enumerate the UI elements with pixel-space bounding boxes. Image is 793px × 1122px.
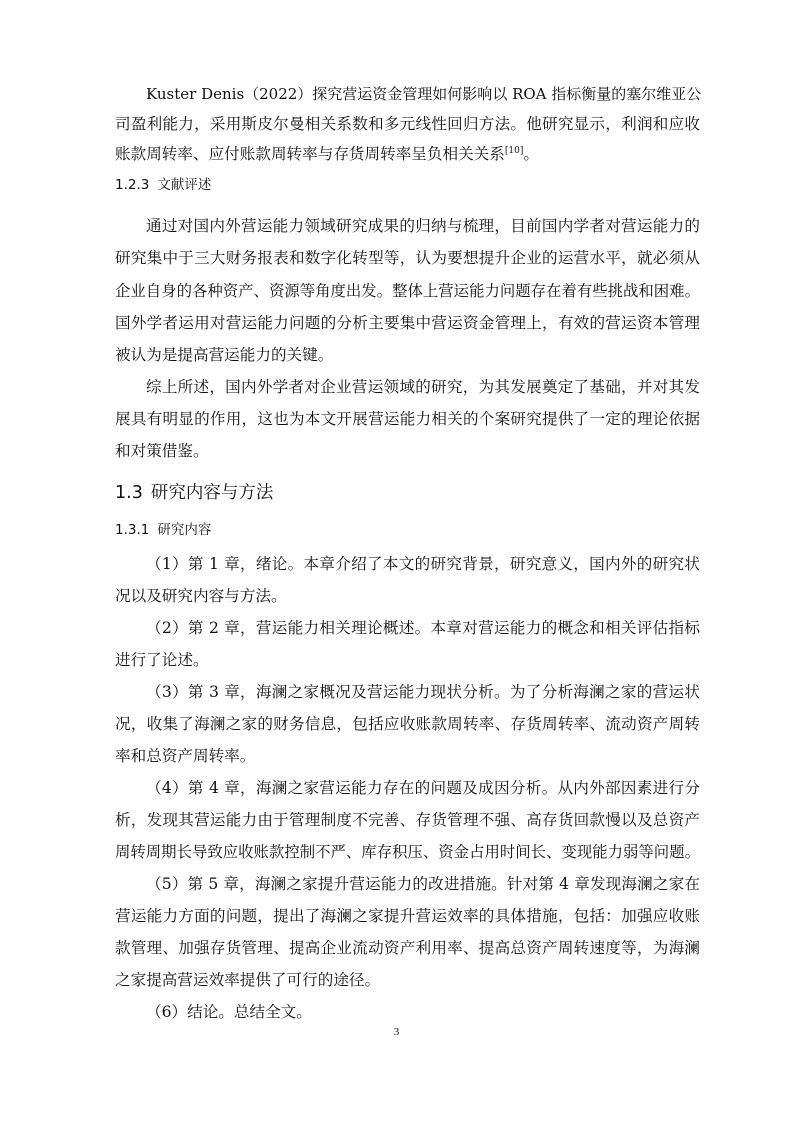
section-heading-1-3-1 (115, 518, 211, 542)
paragraph-review-line-3: 企业自身的各种资产、资源等角度出发。整体上营运能力问题存在着有些挑战和困难。 (115, 282, 700, 300)
section-number: 1.3.1 (115, 522, 150, 538)
section-title: 文献评述 (157, 177, 212, 193)
paragraph-summary-line-3: 和对策借鉴。 (115, 442, 209, 460)
paragraph-review-line-4: 国外学者运用对营运能力问题的分析主要集中营运资金管理上，有效的营运资本管理 (115, 314, 700, 332)
section-title: 研究内容 (157, 522, 212, 538)
list-item-1-line-2: 况以及研究内容与方法。 (115, 587, 287, 605)
citation-ref: [10] (504, 146, 524, 156)
list-item-2-line-2: 进行了论述。 (115, 651, 209, 669)
list-item-3-line-1: （3）第 3 章，海澜之家概况及营运能力现状分析。为了分析海澜之家的营运状 (146, 683, 700, 701)
paragraph-kuster-line-2: 司盈利能力，采用斯皮尔曼相关系数和多元线性回归方法。他研究显示，利润和应收 (115, 115, 700, 133)
section-heading-1-2-3 (115, 173, 211, 197)
section-heading-1-3 (115, 478, 273, 508)
paragraph-review-line-5: 被认为是提高营运能力的关键。 (115, 346, 334, 364)
paragraph-review-line-1: 通过对国内外营运能力领域研究成果的归纳与梳理，目前国内学者对营运能力的 (146, 217, 700, 235)
list-item-6-line-1: （6）结论。总结全文。 (146, 1003, 312, 1021)
list-item-2-line-1: （2）第 2 章，营运能力相关理论概述。本章对营运能力的概念和相关评估指标 (146, 619, 700, 637)
list-item-5-line-1: （5）第 5 章，海澜之家提升营运能力的改进措施。针对第 4 章发现海澜之家在 (146, 875, 700, 893)
list-item-3-line-3: 率和总资产周转率。 (115, 747, 256, 765)
paragraph-summary-line-2: 展具有明显的作用，这也为本文开展营运能力相关的个案研究提供了一定的理论依据 (115, 410, 700, 428)
paragraph-summary-line-1: 综上所述，国内外学者对企业营运领域的研究，为其发展奠定了基础，并对其发 (146, 378, 700, 396)
page-number: 3 (393, 1026, 400, 1038)
list-item-5-line-2: 营运能力方面的问题，提出了海澜之家提升营运效率的具体措施，包括：加强应收账 (115, 907, 700, 925)
paragraph-review-line-2: 研究集中于三大财务报表和数字化转型等，认为要想提升企业的运营水平，就必须从 (115, 249, 700, 267)
list-item-3-line-2: 况，收集了海澜之家的财务信息，包括应收账款周转率、存货周转率、流动资产周转 (115, 715, 700, 733)
list-item-5-line-4: 之家提高营运效率提供了可行的途径。 (115, 971, 381, 989)
paragraph-kuster-line-3-end: 。 (523, 145, 539, 163)
section-number: 1.3 (115, 483, 143, 503)
paragraph-kuster-line-3-text: 账款周转率、应付账款周转率与存货周转率呈负相关关系 (115, 145, 505, 163)
list-item-1-line-1: （1）第 1 章，绪论。本章介绍了本文的研究背景，研究意义，国内外的研究状 (146, 555, 700, 573)
section-number: 1.2.3 (115, 177, 150, 193)
list-item-4-line-1: （4）第 4 章，海澜之家营运能力存在的问题及成因分析。从内外部因素进行分 (146, 779, 700, 797)
list-item-5-line-3: 款管理、加强存货管理、提高企业流动资产利用率、提高总资产周转速度等，为海澜 (115, 939, 700, 957)
list-item-4-line-2: 析，发现其营运能力由于管理制度不完善、存货管理不强、高存货回款慢以及总资产 (115, 811, 700, 829)
list-item-4-line-3: 周转周期长导致应收账款控制不严、库存积压、资金占用时间长、变现能力弱等问题。 (115, 843, 700, 861)
paragraph-kuster-line-3 (115, 140, 700, 169)
paragraph-kuster-line-1: Kuster Denis（2022）探究营运资金管理如何影响以 ROA 指标衡量的塞尔维亚公 (146, 85, 702, 103)
section-title: 研究内容与方法 (150, 483, 274, 503)
